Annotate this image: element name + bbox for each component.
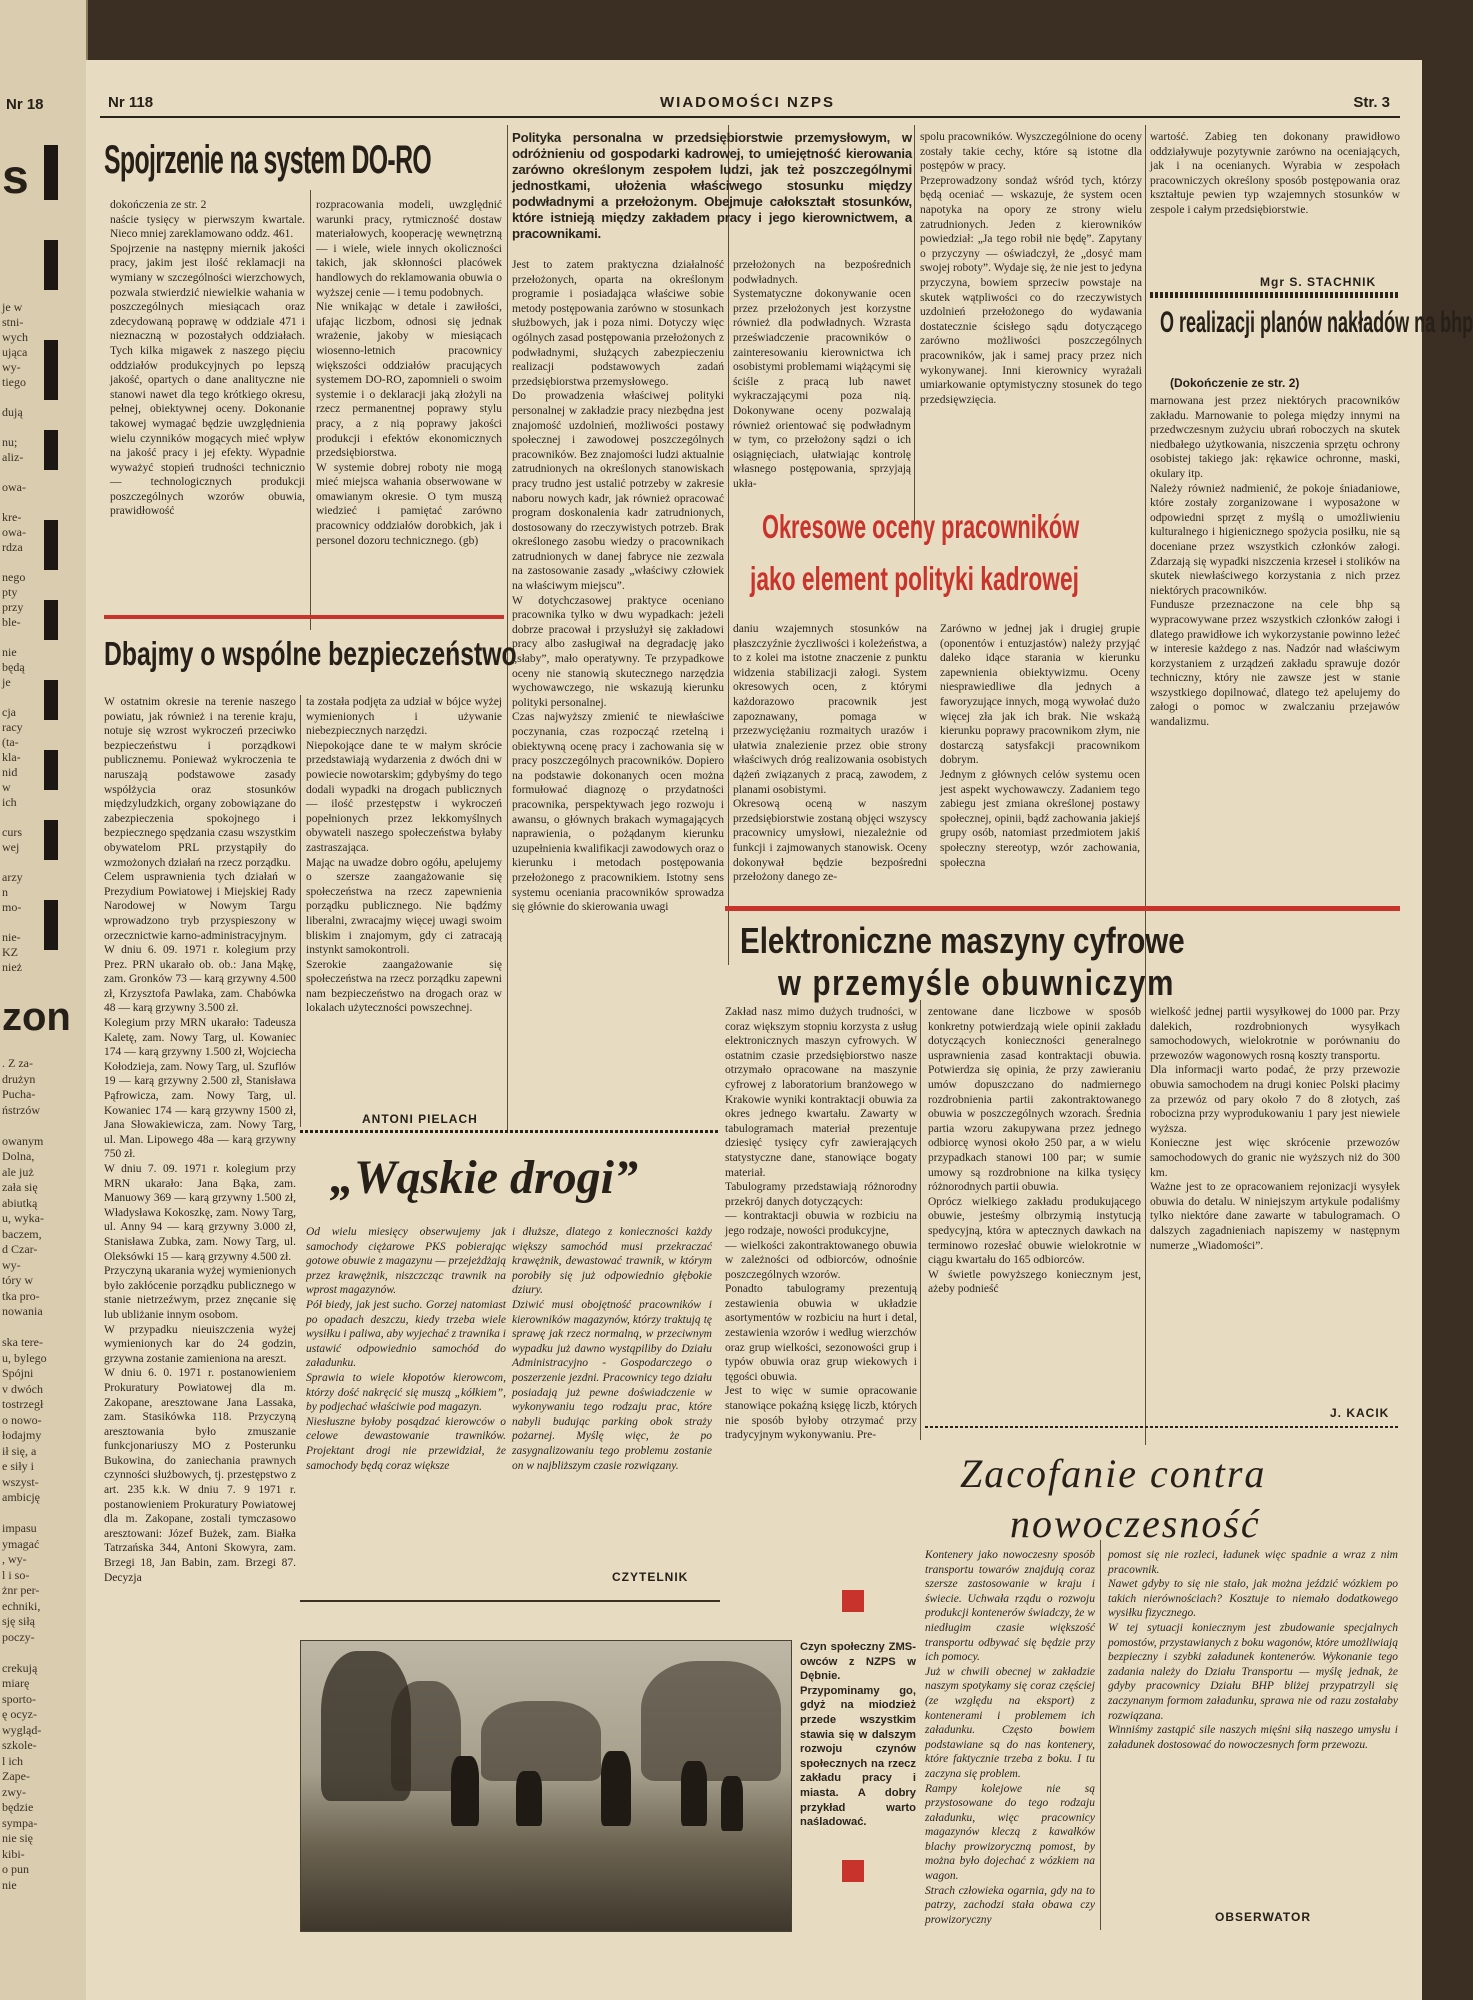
left-text-fragments-bottom: . Z za- drużyn Pucha- ństrzów owanym Dolna, ale już zała się abiutką u, wyka- baczem, d Czar- wy- tóry w tka pro- nowania ska tere- u, bylego Spójni v dwóch tostrzegł o nowo- łodajmy ił się, a e siły i wszyst- ambicję impasu ymagać , wy- l i so- żnr per- echniki, sję siłą poczy- crekują miarę sporto- ę ocyz- wygląd- szkole- l ich Zape- zwy- będzie sympa- nie się kibi- o pun nie [2, 1056, 47, 1892]
photo-caption: Czyn społeczny ZMS-owców z NZPS w Dębnie. Przypominamy go, gdyż na miodzież przede wszystkim stawia się w dalszym rozwoju czynów społecznych na rzecz zakładu pracy i miasta. A dobry przykład warto naśladować. [800, 1641, 916, 1829]
article-oceny-col3: spolu pracowników. Wyszczególnione do oceny zostały takie cechy, które są istotne dla postępów w pracy. Przeprowadzony sondaż wśród tych, którzy będą oceniać — wskazuje, że system ocen napotyka na opory ze strony wielu zatrudnionych. Jeden z kierowników powiedział: „Ja tego robił nie będę”. Zapytany o przyczyny — oświadczył, że „dosyć mam swojej roboty”. Wydaje się, że nie jest to jedyna przyczyna, bowiem sprzeciw powstaje na skutek wątpliwości co do rzeczywistych uzdolnień przełożonego do wydawania dostatecznie ścisłego sądu dotyczącego zarówno możliwości poszczególnych pracowników, jak i samej pracy przez nich wykonywanej. Inni kierownicy wyrażali umiarkowanie optymistyczny stosunek do tego przedsięwzięcia. [920, 131, 1142, 406]
article-bhp-continued: (Dokończenie ze str. 2) [1170, 376, 1300, 390]
article-spojrzenie-col1: dokończenia ze str. 2 naście tysięcy w pierwszym kwartale. Nieco mniej zareklamowano oddz. 461. Spojrzenie na następny miernik jakości pracy, jakim jest ilość reklamacji na wymiany w szczególności wierzchowych, pozwala stwierdzić niewielkie wahania w poszczególnych miesiącach oraz zdecydowaną poprawę w oddziale 471 i nieznaczną w pozostałych oddziałach. Tych kilka migawek z naszego pięciu oddziałów produkcyjnych po lepszą jakość, opartych o dane analityczne nie stanowi nawet dla tego krótkiego okresu, pełnej, obiektywnej oceny. Dokonanie takowej wymagać będzie uwzględnienia wielu czynników mogących mieć wpływ na jakość pracy i jej efekty. Wypadnie wyważyć stopień trudności technicznio — technologicznych produkcji poszczególnych wzorów obuwia, prawidłowość [110, 199, 305, 518]
left-headline-fragment-zon: zon [2, 995, 71, 1039]
article-waskie-col1: Od wielu miesięcy obserwujemy jak samochody ciężarowe PKS pobierając gotowe obuwie z magazynu — przejeżdżają przez krawężnik, niszczcząc trawnik na wprost magazynów. Pół biedy, jak jest sucho. Gorzej natomiast po opadach deszczu, kiedy trzeba wiele wysiłku i paliwa, aby wyjechać z trawnika i ustawić odpowiednio samochód do załadunku. Sprawia to wiele kłopotów kierowcom, którzy dość nakręcić się muszą „kółkiem”, by podjechać właściwie pod magazyn. Niesłuszne byłoby posądzać kierowców o celowe dewastowanie trawników. Projektant drogi nie przewidział, że samochody będą coraz większe [306, 1226, 506, 1472]
article-oceny-lead: Polityka personalna w przedsiębiorstwie przemysłowym, w odróżnieniu od gospodarki kadrowej, to umiejętność kierowania zarówno określonym zespołem ludzi, jak też poszczególnymi jednostkami, ułożenia właściwego stosunku między podwładnymi a przełożonym. Obejmuje całokształt stosunków, które istnieją między zakładem pracy i jego kierownictwem, a pracownikami. [512, 130, 912, 241]
article-title-zacofanie-line1: Zacofanie contra [960, 1451, 1267, 1496]
article-title-oceny-line1: Okresowe oceny pracowników [762, 508, 1080, 545]
page-number: Str. 3 [1353, 94, 1390, 111]
newspaper-title: WIADOMOŚCI NZPS [660, 94, 835, 111]
article-title-spojrzenie: Spojrzenie na system DO-RO [104, 138, 432, 182]
article-spojrzenie-col2: rozpracowania modeli, uwzględnić warunki pracy, rytmiczność dostaw materiałowych, kooperację wewnętrzną — i wiele, wiele innych okoliczności takich, jak skłonności placówek handlowych do reklamowania obuwia o wyższej cenie — i temu podobnych. Nie wnikając w detale i zawiłości, ufając liczbom, odnosi się jednak wrażenie, jakoby w miesiącach wiosenno-letnich pracownicy większości oddziałów pracujących systemem DO-RO, zapomnieli o swoim systemie i o deklaracji jaką złożyli na rzecz permanentnej poprawy stylu pracy, a z nią poprawy jakości produkcji i efektów ekonomicznych przedsiębiorstwa. W systemie dobrej roboty nie mogą mieć miejsca wahania obserwowane w omawianym okresie. O tym muszą wiedzieć i pamiętać zarówno pracownicy oddziałów dorobkich, jak i personel dozoru technicznego. (gb) [316, 199, 502, 547]
article-maszyny-signature: J. KACIK [1330, 1406, 1390, 1420]
article-maszyny-col3: wielkość jednej partii wysyłkowej do 1000 par. Przy dalekich, rozdrobnionych wysyłkach samochodowych, wielokrotnie w porównaniu do przewozów wagonowych rosną koszty transportu. Dla informacji warto podać, że przy przewozie obuwia samochodem na drugi koniec Polski płacimy za przewóz od pary około 7 do 8 złotych, zaś robocizna przy wyprodukowaniu 1 pary jest niewiele wyższa. Konieczne jest więc skrócenie przewozów samochodowych do granic nie wyższych niż do 300 km. Ważne jest to ze opracowaniem rejonizacji wysyłek obuwia do detalu. W niniejszym artykule podaliśmy tylko niektóre dane zawarte w tabulogramach. O dalszych zagadnieniach napiszemy w następnym numerze „Wiadomości”. [1150, 1006, 1400, 1252]
article-oceny-col2: przełożonych na bezpośrednich podwładnych. Systematyczne dokonywanie ocen przez przełożonych jest korzystne również dla podwładnych. Wzrasta przeświadczenie pracowników o zainteresowaniu kierownictwa ich osobistymi problemami wiążącymi się ściśle z pracą lub nawet wykraczającymi poza nią. Dokonywane oceny pozwalają również orientować się podwładnym w tym, co przełożony sądzi o ich osiągnięciach, ułatwiając kontrolę własnego postępowania, sprzyjają ukła- [733, 259, 911, 490]
article-zacofanie-col2: pomost się nie rozleci, ładunek więc spadnie a wraz z nim pracownik. Nawet gdyby to się nie stało, jak można jeździć wózkiem po takich nierównościach? Kosztuje to niemało dodatkowego wysiłku fizycznego. W tej sytuacji koniecznym jest zbudowanie specjalnych pomostów, przystawianych z boku wagonów, które umożliwiają bezpieczny i szybki załadunek kontenerów. Wykonanie tego zadania należy do Działu Transportu — myślę jednak, że gdyby pracownicy Działu BHP bliżej przypatrzyli się zaczynanym formom załadunku, sprawa nie od razu zostałaby rozwiązana. Winniśmy zastąpić sile naszych mięśni siłą naszego umysłu i załadunek dostosować do nowoczesnych form przewozu. [1108, 1549, 1398, 1751]
article-title-maszyny-line2: w przemyśle obuwniczym [778, 962, 1175, 1003]
article-maszyny-col2: zentowane dane liczbowe w sposób konkretny potwierdzają wiele opinii zakładu dotyczących konieczności generalnego usprawnienia zasad kontraktacji obuwia. Potwierdza się opinia, że przy zawieraniu umów dopuszczano do nadmiernego rozdrobnienia partii zakontraktowanego obuwia w poszczególnych wzorach. Średnia partia wzoru zakupywana przez jednego odbiorcę wynosi około 250 par, a w wielu przypadkach stanowi 100 par; w sumie umowy są rozdrobnione na kilka tysięcy różnorodnych partii obuwia. Oprócz wielkiego zakładu produkującego obuwie, jesteśmy olbrzymią instytucją spedycyjną, która w aptecznych dawkach na terminowo rozesłać obuwie wielokrotnie w ciągu kwartału do 165 odbiorców. W świetle powyższego koniecznym jest, ażeby podnieść [928, 1006, 1141, 1296]
article-title-bhp-line1: O realizacji planów nakładów na bhp [1160, 306, 1473, 339]
left-page-fragment [0, 0, 88, 2000]
left-page-number: Nr 18 [6, 96, 44, 113]
article-zacofanie-signature: OBSERWATOR [1215, 1910, 1312, 1924]
article-title-waskie-drogi: „Wąskie drogi” [330, 1151, 639, 1204]
masthead [100, 88, 1400, 118]
article-bezpieczenstwo-signature: ANTONI PIELACH [362, 1112, 478, 1126]
article-title-maszyny-line1: Elektroniczne maszyny cyfrowe [740, 920, 1185, 961]
article-oceny-col4: wartość. Zabieg ten dokonany prawidłowo oddziaływuje pozytywnie zarówno na oceniających, jak i na ocenianych. Wyrabia w zespołach pracowniczych określony sposób postępowania oraz kształtuje pewien typ wzajemnych stosunków w zespole i całym przedsiębiorstwie. [1150, 131, 1400, 216]
photo-czyn-spoleczny [300, 1640, 792, 1932]
article-maszyny-col1: Zakład nasz mimo dużych trudności, w coraz większym stopniu korzysta z usług elektronicznych maszyn cyfrowych. W ostatnim czasie przedsiębiorstwo nasze otrzymało opracowane na maszynie cyfrowej z laboratorium branżowego w Krakowie wyniki kontraktacji obuwia za okres jednego kwartału. Zawarty w tabulogramach materiał prezentuje dziesięć tysięcy cyfr zawierających statystyczne dane, stanowiące bogaty materiał. Tabulogramy przedstawiają różnorodny przekrój danych dotyczących: — kontraktacji obuwia w rozbiciu na jego rodzaje, nowości produkcyjne, — wielkości zakontraktowanego obuwia w zależności od odbiorców, odnośnie poszczególnych wzorów. Ponadto tabulogramy prezentują zestawienia obuwia w układzie asortymentów w rozbiciu na hurt i detal, zestawienia wzorów i według wierzchów oraz grup wielkości, sezonowości grup i typów obuwia oraz grup wiekowych i tęgości obuwia. Jest to więc w sumie opracowanie stanowiące pokaźną księgę liczb, których nie sposób byłoby otrzymać przy tradycyjnym wykonywaniu. Pre- [725, 1006, 917, 1442]
article-oceny-col1: Jest to zatem praktyczna działalność przełożonych, oparta na określonym programie i posiadająca właściwe sobie metody postępowania zarówno w stosunkach służbowych, jak i poza nimi. Dotyczy więc ogólnych zasad postępowania przełożonych z podwładnymi, służących zabezpieczeniu realizacji podstawowych zadań przedsiębiorstwa przemysłowego. Do prowadzenia właściwej polityki personalnej w zakładzie pracy niezbędna jest znajomość uzdolnień, możliwości postawy społecznej i zawodowej poszczególnych pracowników. Bez znajomości ludzi aktualnie zatrudnionych na określonych stanowiskach pracy trudno jest ustalić potrzeby w zakresie naboru nowych kadr, jak również opracować program doskonalenia kadr zatrudnionych, dostosowany do rzeczywistych potrzeb. Brak określonego zasobu wiedzy o pracownikach zatrudnionych w danej fabryce nie zezwala na zastosowanie zasady „właściwy człowiek na właściwym miejscu”. W dotychczasowej praktyce oceniano pracownika tylko w dwu wypadkach: jeżeli dobrze pracował i przysłużył się zakładowi pracy albo zasługiwał na degradację jako „słaby”, mało operatywny. Te przypadkowe oceny nie stanowią skutecznego narzędzia wychowawczego, nie wskazują kierunku polityki personalnej. Czas najwyższy zmienić te niewłaściwe poczynania, czas rozpocząć rzetelną i obiektywną ocenę pracy i zachowania się w pracy poszczególnych pracowników. Dopiero na podstawie dokonanych ocen można formułować diagnozę o przydatności pracownika, perspektywach jego rozwoju i awansu, o głównych brakach wymagających naprawienia, o pożądanym kierunku uzupełnienia kwalifikacji zawodowych oraz o kierunku i metodach postępowania przełożonego z pracownikiem. Istotny sens systemu oceniania pracowników sprowadza się głównie do skierowania uwagi [512, 259, 724, 914]
article-waskie-col2: i dłuższe, dlatego z konieczności każdy większy samochód musi przekraczać krawężnik, dewastować trawnik, w którym porobiły się już odpowiednio głębokie dziury. Dziwić musi obojętność pracowników i kierowników magazynów, którzy traktują tę sprawę jak rzecz normalną, w przeciwnym wypadku już dawno wystąpiliby do Działu Administracyjno - Gospodarczego o poszerzenie jezdni. Pracownicy tego działu posiadają już pewne doświadczenie w wykonywaniu tego rodzaju prac, które nabyli budując parking obok straży pożarnej. Myślę więc, że po zasygnalizowaniu tego problemu zostanie on w najbliższym czasie rozwiązany. [512, 1226, 712, 1472]
left-text-fragments-top: je w stni- wych ująca wy- tiego dują nu; aliz- owa- kre- owa- rdza nego pty przy ble- nie będą je cja racy (ta- kla- nid w ich curs wej arzy n mo- nie- KZ nież [2, 300, 28, 974]
article-oceny-signature: Mgr S. STACHNIK [1260, 275, 1377, 289]
article-oceny-col5: daniu wzajemnych stosunków na płaszczyźnie życzliwości i koleżeństwa, a to z kolei ma istotne znaczenie z punktu widzenia stabilizacji załogi. System okresowych ocen, z którymi każdorazowo pracownik jest zapoznawany, pomaga w przezwyciężaniu rozmaitych urazów i ułatwia znalezienie przez obie strony właściwych dróg realizowania osobistych dążeń związanych z pracą, zawodem, z planami osobistymi. Okresową oceną w naszym przedsiębiorstwie zostaną objęci wszyscy pracownicy umysłowi, niezależnie od funkcji i zajmowanych stanowisk. Oceny dokonywał będzie bezpośredni przełożony danego ze- [733, 623, 927, 884]
article-title-oceny-line2: jako element polityki kadrowej [750, 560, 1080, 597]
article-bhp-text: marnowana jest przez niektórych pracowników zakładu. Marnowanie to polega między innymi na przedwczesnym zużyciu ubrań roboczych na skutek niedbałego użytkowania, niszczenia sprzętu ochrony osobistej takiego jak: rękawice ochronne, maski, okulary itp. Należy również nadmienić, że pokoje śniadaniowe, które zostały zorganizowane i wyposażone w odpowiedni sprzęt z myślą o umożliwieniu kulturalnego i higienicznego spożycia posiłku, nie są doceniane przez wszystkich członków załogi. Zdarzają się wypadki niszczenia krzeseł i stolików na skutek niewłaściwego korzystania z nich przez niektórych pracowników. Fundusze przeznaczone na cele bhp są wypracowywane przez wszystkich członków załogi i dlatego prawidłowe ich wykorzystanie powinno leżeć w interesie każdego z nas. Nadzór nad właściwym korzystaniem z urządzeń zakładu sprawuje dozór techniczny, który nie zawsze jest w stanie wszystkiego dopilnować, dlatego też apelujemy do załogi o pomoc w zwalczaniu przejawów wandalizmu. [1150, 395, 1400, 729]
article-waskie-signature: CZYTELNIK [612, 1570, 689, 1584]
article-bezpieczenstwo-col1: W ostatnim okresie na terenie naszego powiatu, jak również i na terenie kraju, notuje się wzrost wykroczeń przeciwko bezpieczeństwu i porządkowi publicznemu. Ponieważ wykroczenia te naruszają podstawowe zasady współżycia oraz stosunków międzyludzkich, organy zobowiązane do zabezpieczenia spokojnego i bezpiecznego spędzania czasu wszystkim obywatelom PRL przystąpiły do wzmożonych działań na rzecz porządku. Celem usprawnienia tych działań w Prezydium Powiatowej i Miejskiej Rady Narodowej w Nowym Targu wprowadzono tryb przyspieszony w orzecznictwie karno-administracyjnym. W dniu 6. 09. 1971 r. kolegium przy Prez. PRN ukarało ob. ob.: Jana Mąkę, zam. Gronków 73 — karą grzywny 4.500 zł, Krzysztofa Pawlaka, zam. Chabówka 48 — karą grzywny 3.500 zł. Kolegium przy MRN ukarało: Tadeusza Kaletę, zam. Nowy Targ, ul. Kowaniec 174 — karą grzywny 1.500 zł, Wojciecha Kołodzieja, zam. Nowy Targ, ul. Szuflów 19 — karą grzywny 2.500 zł, Stanisława Pąfrowicza, zam. Nowy Targ, ul. Kowaniec 174 — karą grzywny 1500 zł, Jana Słowakiewicza, zam. Nowy Targ, ul. Man. Lipowego 48a — karą grzywny 750 zł. W dniu 7. 09. 1971 r. kolegium przy MRN ukarało: Jana Bąka, zam. Manuowy 369 — karą grzywny 1.500 zł, Władysława Kokoszkę, zam. Nowy Targ, ul. Anny 94 — karą grzywny 3.000 zł, Stanisława Zubka, zam. Nowy Targ, ul. Oleksówki 15 — karą grzywny 4.500 zł. Przyczyną ukarania wyżej wymienionych było zakłócenie porządku publicznego w stanie nietrzeźwym, przez znęcanie się lub ubliżanie innym osobom. W przypadku nieuiszczenia wyżej wymienionych kar do 24 godzin, grzywna zostanie zamieniona na areszt. W dniu 6. 0. 1971 r. postanowieniem Prokuratury Powiatowej dla m. Zakopane, aresztowane Jana Lassaka, zam. Stasikówka 118. Przyczyną aresztowania było zmuszanie funkcjonariuszy MO z Posterunku Bukowina, do zaniechania prawnych czynności służbowych, tj. przestępstwo z art. 235 k.k. W dniu 7. 9 1971 r. postanowieniem Prokuratury Powiatowej dla m. Zakopane, zostali tymczasowo aresztowani: Józef Bużek, zam. Białka Tatrzańska 344, Antoni Skowyra, zam. Brzegi 18, Jan Babin, zam. Brzegi 87. Decyzja [104, 696, 296, 1584]
article-title-bezpieczenstwo: Dbajmy o wspólne bezpieczeństwo [104, 635, 517, 672]
article-bezpieczenstwo-col2: ta została podjęta za udział w bójce wyżej wymienionych i używanie niebezpiecznych narzędzi. Niepokojące dane te w małym skrócie przedstawiają wydarzenia z dwóch dni w powiecie nowotarskim; gdybyśmy do tego dodali wypadki na drogach publicznych — ilość przestępstw i wykroczeń popełnionych przez lekkomyślnych obywateli naszego społeczeństwa byłaby zastraszająca. Mając na uwadze dobro ogółu, apelujemy o szersze zaangażowanie się społeczeństwa na rzecz zapewnienia porządku publicznego. Nie bądźmy liberalni, zwracajmy więcej uwagi swoim bliskim i znajomym, gdy ci zatracają instynkt samokontroli. Szerokie zaangażowanie się społeczeństwa na rzecz porządku zapewni nam bezpieczeństwo na drogach oraz w lokalach użyteczności powszechnej. [306, 696, 502, 1015]
left-headline-fragment: s [2, 151, 29, 204]
article-oceny-col6: Zarówno w jednej jak i drugiej grupie (oponentów i entuzjastów) należy przyjąć daleko idące starania w kierunku zapewnienia obiektywizmu. Oceny niesprawiedliwe dla jednych a faworyzujące innych, mogą wywołać dużo więcej zła jak ich brak. Nie wskażą kierunku poprawy pracownikom złym, nie dostarczą satysfakcji pracownikom dobrym. Jednym z głównych celów systemu ocen jest aspekt wychowawczy. Zadaniem tego zabiegu jest zmiana określonej postawy społecznej, opinii, bądź zachowania jakiejś grupy osób, natomiast przedmiotem jakiś społeczny stereotyp, wzór zachowania, społeczna [940, 623, 1140, 869]
article-zacofanie-col1: Kontenery jako nowoczesny sposób transportu towarów znajdują coraz szersze zastosowanie w kraju i świecie. Uchwała rządu o rozwoju produkcji kontenerów świadczy, że w niedługim czasie większość transportu odbywać się będzie przy ich pomocy. Już w chwili obecnej w zakładzie naszym spotykamy się coraz częściej (ze względu na eksport) z kontenerami i problemem ich załadunku. Często bowiem podstawiane są do nas kontenery, które faktycznie trzeba z boku. I tu zaczyna się problem. Rampy kolejowe nie są przystosowane do tego rodzaju załadunku, więc pracownicy magazynów kleczą z kawałków blachy prowizoryczną pomost, by można było dojechać z wózkiem na wagon. Strach człowieka ogarnia, gdy na to patrzy, zachodzi stała obawa czy prowizoryczny [925, 1549, 1095, 1926]
issue-number: Nr 118 [108, 94, 154, 111]
article-title-zacofanie-line2: nowoczesność [1010, 1501, 1261, 1546]
